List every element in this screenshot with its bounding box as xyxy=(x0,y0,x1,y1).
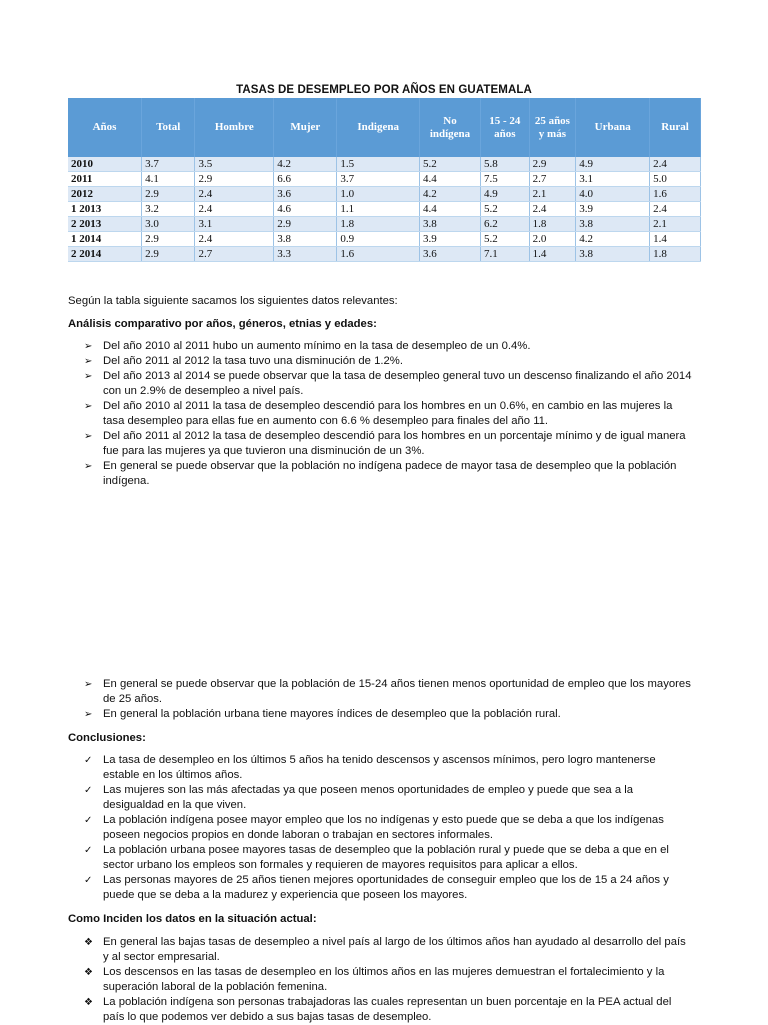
list-item-text: La tasa de desempleo en los últimos 5 años ha tenido descensos y ascensos mínimos, pero logro mantenerse estable en los últimos años. xyxy=(103,754,656,781)
list-item xyxy=(84,369,692,399)
list-item xyxy=(84,429,692,459)
como-inciden-list xyxy=(84,935,692,1025)
header-cell-indigena: Indigena xyxy=(337,98,420,157)
list-item-text: En general las bajas tasas de desempleo a nivel país al largo de los últimos años han ayudado al desarrollo del país y al sector empresarial. xyxy=(103,936,686,963)
table-cell-year: 2 2014 xyxy=(68,247,142,262)
table-cell: 6.2 xyxy=(481,217,530,232)
diamond-bullet-icon: ❖ xyxy=(84,967,93,978)
list-item-text: Del año 2013 al 2014 se puede observar que la tasa de desempleo general tuvo un descenso finalizando el año 2014 con un 2.9% de desempleo a nivel país. xyxy=(103,370,692,397)
table-cell-year: 2011 xyxy=(68,172,142,187)
arrow-bullet-icon: ➢ xyxy=(84,679,93,690)
table-cell: 5.2 xyxy=(481,202,530,217)
table-cell: 1.0 xyxy=(337,187,420,202)
header-cell-25-mas: 25 años y más xyxy=(529,98,576,157)
list-item xyxy=(84,935,692,965)
arrow-bullet-icon: ➢ xyxy=(84,461,93,472)
arrow-bullet-icon: ➢ xyxy=(84,356,93,367)
table-cell: 2.9 xyxy=(195,172,274,187)
table-cell: 2.7 xyxy=(195,247,274,262)
table-cell: 4.9 xyxy=(481,187,530,202)
table-cell: 2.4 xyxy=(195,202,274,217)
table-cell: 4.6 xyxy=(274,202,337,217)
header-cell-urbana: Urbana xyxy=(576,98,650,157)
table-cell: 4.1 xyxy=(142,172,195,187)
table-cell-year: 1 2013 xyxy=(68,202,142,217)
list-item xyxy=(84,873,692,903)
table-cell: 6.6 xyxy=(274,172,337,187)
table-cell: 2.9 xyxy=(529,157,576,172)
arrow-bullet-icon: ➢ xyxy=(84,401,93,412)
table-row xyxy=(68,172,701,187)
list-item xyxy=(84,339,692,354)
document-title: TASAS DE DESEMPLEO POR AÑOS EN GUATEMALA xyxy=(236,84,532,96)
list-item-text: Del año 2010 al 2011 la tasa de desempleo descendió para los hombres en un 0.6%, en cambio en las mujeres la tasa desempleo para ellas fue en aumento con 6.6 % desempleo para finales del año 11. xyxy=(103,400,673,427)
table-cell: 4.9 xyxy=(576,157,650,172)
table-cell: 2.1 xyxy=(529,187,576,202)
list-item-text: Del año 2011 al 2012 la tasa tuvo una disminución de 1.2%. xyxy=(103,355,403,367)
table-cell: 3.8 xyxy=(576,217,650,232)
conclusiones-list xyxy=(84,753,692,903)
diamond-bullet-icon: ❖ xyxy=(84,997,93,1008)
table-row xyxy=(68,232,701,247)
list-item-text: La población urbana posee mayores tasas de desempleo que la población rural y puede que se deba a que en el sector urbano los empleos son formales y requieren de mayores requisitos para aplicar a ellos. xyxy=(103,844,669,871)
table-cell-year: 2012 xyxy=(68,187,142,202)
table-cell: 0.9 xyxy=(337,232,420,247)
table-cell: 4.2 xyxy=(420,187,481,202)
table-cell: 3.0 xyxy=(142,217,195,232)
analisis-list xyxy=(84,339,692,489)
check-bullet-icon: ✓ xyxy=(84,785,93,796)
list-item-text: Del año 2010 al 2011 hubo un aumento mínimo en la tasa de desempleo de un 0.4%. xyxy=(103,340,531,352)
table-cell-year: 2 2013 xyxy=(68,217,142,232)
table-cell: 3.6 xyxy=(420,247,481,262)
como-inciden-heading: Como Inciden los datos en la situación actual: xyxy=(68,913,317,925)
table-cell: 3.8 xyxy=(576,247,650,262)
list-item xyxy=(84,399,692,429)
table-cell: 1.4 xyxy=(650,232,701,247)
list-item xyxy=(84,707,692,722)
header-cell-anos: Años xyxy=(68,98,142,157)
list-item-text: La población indígena son personas trabajadoras las cuales representan un buen porcentaje en la PEA actual del país lo que podemos ver debido a sus bajas tasas de desempleo. xyxy=(103,996,672,1023)
analisis-list-continued xyxy=(84,677,692,722)
check-bullet-icon: ✓ xyxy=(84,815,93,826)
list-item-text: En general se puede observar que la población no indígena padece de mayor tasa de desempleo que la población indígena. xyxy=(103,460,677,487)
table-cell: 3.8 xyxy=(274,232,337,247)
table-cell: 5.0 xyxy=(650,172,701,187)
conclusiones-heading: Conclusiones: xyxy=(68,732,146,744)
list-item xyxy=(84,753,692,783)
table-cell: 3.3 xyxy=(274,247,337,262)
check-bullet-icon: ✓ xyxy=(84,845,93,856)
table-cell: 2.4 xyxy=(529,202,576,217)
table-cell: 1.6 xyxy=(337,247,420,262)
table-cell: 2.7 xyxy=(529,172,576,187)
list-item-text: Los descensos en las tasas de desempleo en los últimos años en las mujeres demuestran el fortalecimiento y la superación laboral de la población femenina. xyxy=(103,966,665,993)
list-item xyxy=(84,813,692,843)
arrow-bullet-icon: ➢ xyxy=(84,431,93,442)
table-cell: 5.8 xyxy=(481,157,530,172)
header-cell-mujer: Mujer xyxy=(274,98,337,157)
table-row xyxy=(68,247,701,262)
table-row xyxy=(68,157,701,172)
list-item-text: Las mujeres son las más afectadas ya que poseen menos oportunidades de empleo y puede que sea a la desigualdad en la que viven. xyxy=(103,784,634,811)
list-item-text: La población indígena posee mayor empleo que los no indígenas y esto puede que se deba a que los indígenas poseen negocios propios en donde laboran o trabajan en sectores informales. xyxy=(103,814,664,841)
table-cell: 3.2 xyxy=(142,202,195,217)
list-item xyxy=(84,459,692,489)
table-cell: 2.4 xyxy=(650,157,701,172)
table-row xyxy=(68,187,701,202)
table-cell: 4.4 xyxy=(420,202,481,217)
table-cell: 1.8 xyxy=(650,247,701,262)
check-bullet-icon: ✓ xyxy=(84,875,93,886)
table-cell: 4.2 xyxy=(576,232,650,247)
list-item-text: Las personas mayores de 25 años tienen mejores oportunidades de conseguir empleo que los de 15 a 24 años y puede que se deba a la madurez y experiencia que poseen los mayores. xyxy=(103,874,669,901)
header-cell-no-indigena: No indígena xyxy=(420,98,481,157)
header-cell-15-24: 15 - 24 años xyxy=(481,98,530,157)
list-item-text: En general la población urbana tiene mayores índices de desempleo que la población rural. xyxy=(103,708,561,720)
table-cell: 4.2 xyxy=(274,157,337,172)
list-item-text: En general se puede observar que la población de 15-24 años tienen menos oportunidad de empleo que los mayores de 25 años. xyxy=(103,678,691,705)
list-item xyxy=(84,965,692,995)
table-cell: 2.4 xyxy=(650,202,701,217)
list-item xyxy=(84,843,692,873)
table-cell: 3.8 xyxy=(420,217,481,232)
table-cell: 7.1 xyxy=(481,247,530,262)
arrow-bullet-icon: ➢ xyxy=(84,341,93,352)
arrow-bullet-icon: ➢ xyxy=(84,371,93,382)
table-cell: 4.0 xyxy=(576,187,650,202)
table-cell: 2.9 xyxy=(142,247,195,262)
unemployment-table xyxy=(68,98,701,262)
list-item xyxy=(84,995,692,1025)
analisis-heading: Análisis comparativo por años, géneros, etnias y edades: xyxy=(68,318,377,330)
table-cell: 1.4 xyxy=(529,247,576,262)
table-cell: 2.4 xyxy=(195,232,274,247)
table-cell: 2.0 xyxy=(529,232,576,247)
table-cell: 1.6 xyxy=(650,187,701,202)
table-cell: 1.5 xyxy=(337,157,420,172)
table-cell: 3.6 xyxy=(274,187,337,202)
table-cell: 2.9 xyxy=(142,232,195,247)
header-cell-total: Total xyxy=(142,98,195,157)
table-cell: 5.2 xyxy=(481,232,530,247)
table-cell: 1.1 xyxy=(337,202,420,217)
table-cell: 3.1 xyxy=(195,217,274,232)
table-cell-year: 1 2014 xyxy=(68,232,142,247)
table-row xyxy=(68,202,701,217)
table-cell: 3.7 xyxy=(337,172,420,187)
diamond-bullet-icon: ❖ xyxy=(84,937,93,948)
table-cell: 2.4 xyxy=(195,187,274,202)
table-cell: 4.4 xyxy=(420,172,481,187)
table-cell: 3.1 xyxy=(576,172,650,187)
list-item xyxy=(84,783,692,813)
table-row xyxy=(68,217,701,232)
table-cell: 1.8 xyxy=(337,217,420,232)
table-cell: 2.9 xyxy=(274,217,337,232)
table-cell: 2.9 xyxy=(142,187,195,202)
arrow-bullet-icon: ➢ xyxy=(84,709,93,720)
header-cell-rural: Rural xyxy=(650,98,701,157)
table-cell: 3.5 xyxy=(195,157,274,172)
table-cell: 5.2 xyxy=(420,157,481,172)
table-cell-year: 2010 xyxy=(68,157,142,172)
header-cell-hombre: Hombre xyxy=(195,98,274,157)
list-item-text: Del año 2011 al 2012 la tasa de desempleo descendió para los hombres en un porcentaje mínimo y de igual manera fue para las mujeres ya que tuvieron una disminución de un 3%. xyxy=(103,430,686,457)
table-cell: 3.9 xyxy=(576,202,650,217)
intro-paragraph: Según la tabla siguiente sacamos los siguientes datos relevantes: xyxy=(68,295,398,307)
table-header-row xyxy=(68,98,701,157)
table-cell: 2.1 xyxy=(650,217,701,232)
check-bullet-icon: ✓ xyxy=(84,755,93,766)
table-cell: 3.9 xyxy=(420,232,481,247)
table-cell: 7.5 xyxy=(481,172,530,187)
list-item xyxy=(84,677,692,707)
table-cell: 1.8 xyxy=(529,217,576,232)
list-item xyxy=(84,354,692,369)
table-cell: 3.7 xyxy=(142,157,195,172)
